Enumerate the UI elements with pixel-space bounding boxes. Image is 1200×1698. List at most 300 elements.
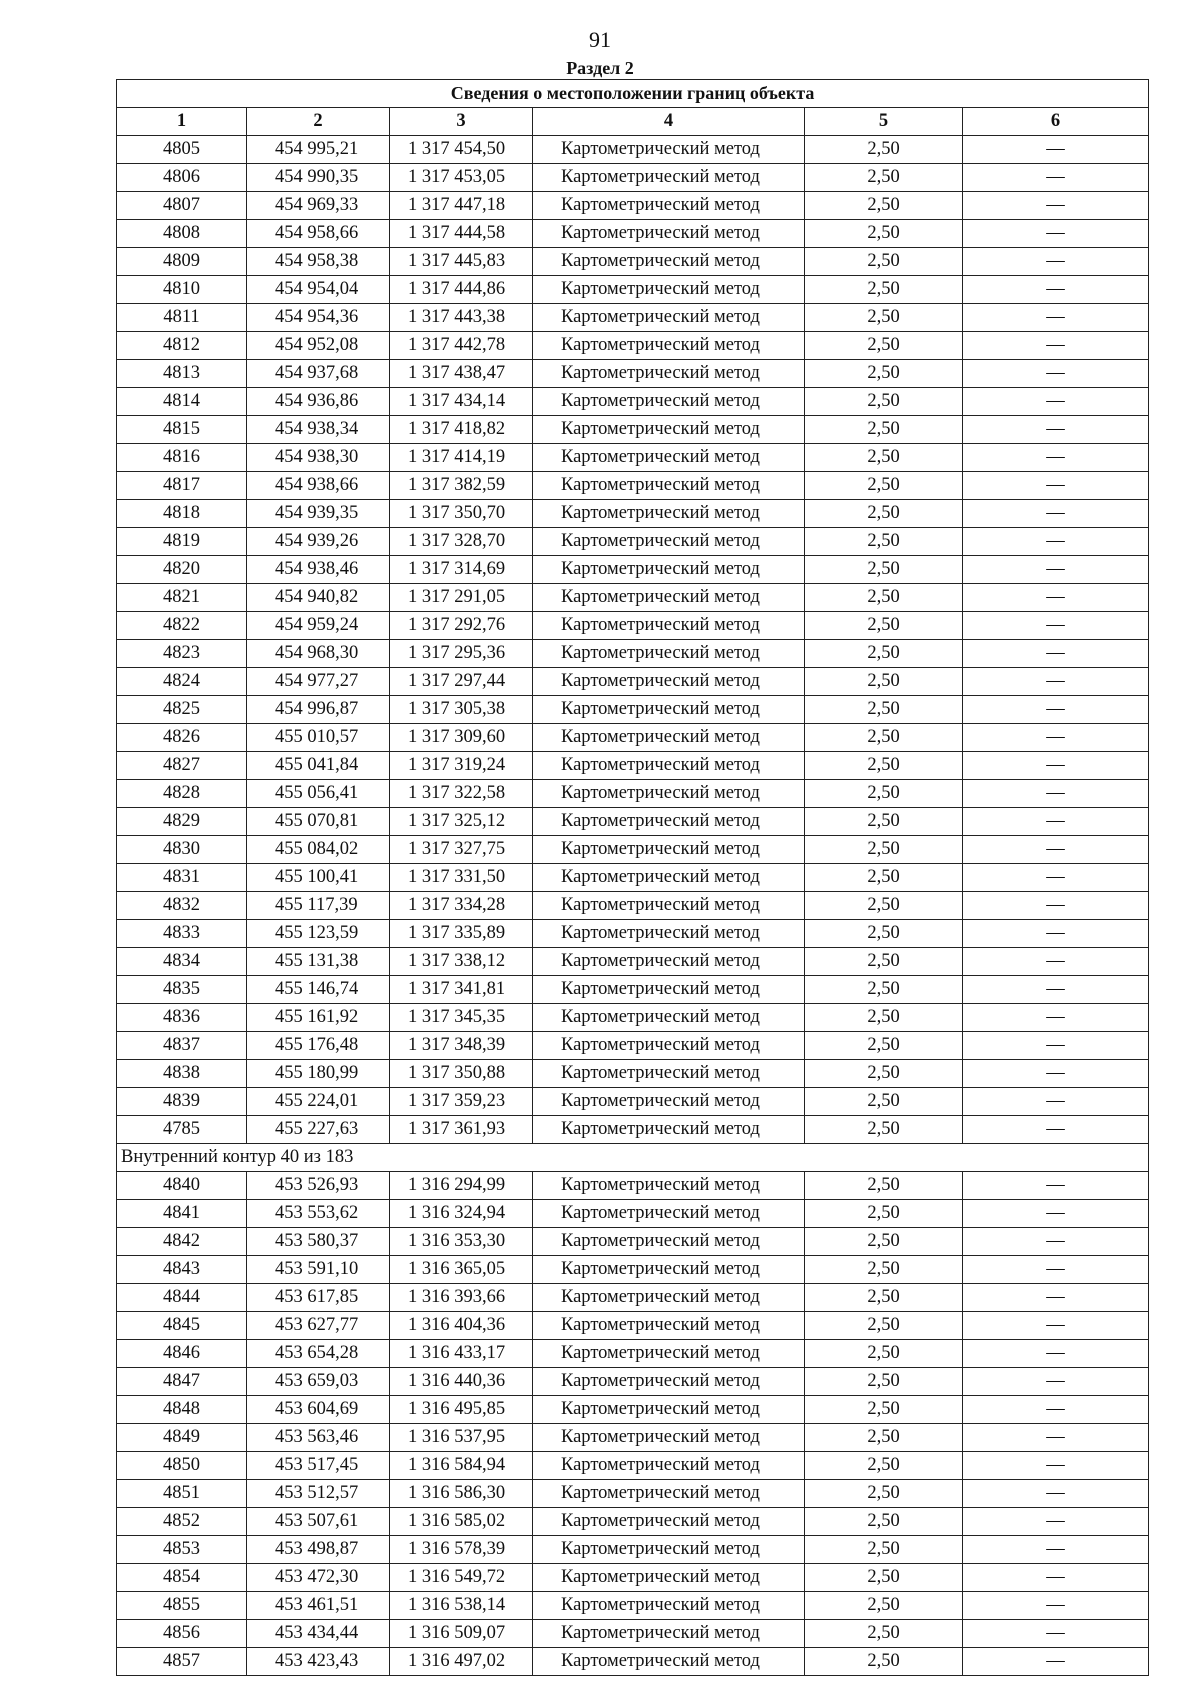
column-header-5: 5 — [805, 108, 963, 136]
table-row — [117, 1088, 1149, 1116]
table-title-row — [117, 80, 1149, 108]
table-row — [117, 192, 1149, 220]
accuracy-cell: 2,50 — [805, 1004, 963, 1032]
x-coordinate-cell: 454 952,08 — [247, 332, 390, 360]
method-cell: Картометрический метод — [533, 696, 805, 724]
description-cell: — — [963, 1592, 1149, 1620]
x-coordinate-cell: 454 977,27 — [247, 668, 390, 696]
description-cell: — — [963, 1396, 1149, 1424]
x-coordinate-cell: 455 146,74 — [247, 976, 390, 1004]
point-number-cell: 4830 — [117, 836, 247, 864]
table-row — [117, 1368, 1149, 1396]
x-coordinate-cell: 453 423,43 — [247, 1648, 390, 1676]
point-number-cell: 4855 — [117, 1592, 247, 1620]
point-number-cell: 4816 — [117, 444, 247, 472]
table-row — [117, 780, 1149, 808]
y-coordinate-cell: 1 317 443,38 — [390, 304, 533, 332]
description-cell: — — [963, 1564, 1149, 1592]
description-cell: — — [963, 808, 1149, 836]
method-cell: Картометрический метод — [533, 304, 805, 332]
point-number-cell: 4824 — [117, 668, 247, 696]
description-cell: — — [963, 1172, 1149, 1200]
point-number-cell: 4806 — [117, 164, 247, 192]
method-cell: Картометрический метод — [533, 164, 805, 192]
x-coordinate-cell: 455 227,63 — [247, 1116, 390, 1144]
accuracy-cell: 2,50 — [805, 1592, 963, 1620]
description-cell: — — [963, 1060, 1149, 1088]
y-coordinate-cell: 1 317 291,05 — [390, 584, 533, 612]
table-row — [117, 948, 1149, 976]
point-number-cell: 4849 — [117, 1424, 247, 1452]
point-number-cell: 4836 — [117, 1004, 247, 1032]
description-cell: — — [963, 500, 1149, 528]
method-cell: Картометрический метод — [533, 1620, 805, 1648]
table-row — [117, 920, 1149, 948]
y-coordinate-cell: 1 317 334,28 — [390, 892, 533, 920]
accuracy-cell: 2,50 — [805, 276, 963, 304]
x-coordinate-cell: 455 161,92 — [247, 1004, 390, 1032]
y-coordinate-cell: 1 316 586,30 — [390, 1480, 533, 1508]
accuracy-cell: 2,50 — [805, 1620, 963, 1648]
point-number-cell: 4815 — [117, 416, 247, 444]
table-row — [117, 388, 1149, 416]
point-number-cell: 4814 — [117, 388, 247, 416]
accuracy-cell: 2,50 — [805, 472, 963, 500]
table-row — [117, 1564, 1149, 1592]
y-coordinate-cell: 1 317 297,44 — [390, 668, 533, 696]
description-cell: — — [963, 1368, 1149, 1396]
method-cell: Картометрический метод — [533, 1480, 805, 1508]
description-cell: — — [963, 668, 1149, 696]
table-row — [117, 1648, 1149, 1676]
column-header-3: 3 — [390, 108, 533, 136]
table-title: Сведения о местоположении границ объекта — [117, 80, 1149, 108]
method-cell: Картометрический метод — [533, 556, 805, 584]
description-cell: — — [963, 1340, 1149, 1368]
method-cell: Картометрический метод — [533, 1648, 805, 1676]
accuracy-cell: 2,50 — [805, 332, 963, 360]
column-header-2: 2 — [247, 108, 390, 136]
table-row — [117, 248, 1149, 276]
point-number-cell: 4853 — [117, 1536, 247, 1564]
method-cell: Картометрический метод — [533, 332, 805, 360]
x-coordinate-cell: 453 507,61 — [247, 1508, 390, 1536]
accuracy-cell: 2,50 — [805, 1284, 963, 1312]
y-coordinate-cell: 1 317 292,76 — [390, 612, 533, 640]
point-number-cell: 4831 — [117, 864, 247, 892]
x-coordinate-cell: 454 958,38 — [247, 248, 390, 276]
point-number-cell: 4819 — [117, 528, 247, 556]
point-number-cell: 4837 — [117, 1032, 247, 1060]
method-cell: Картометрический метод — [533, 612, 805, 640]
x-coordinate-cell: 453 553,62 — [247, 1200, 390, 1228]
y-coordinate-cell: 1 317 434,14 — [390, 388, 533, 416]
accuracy-cell: 2,50 — [805, 192, 963, 220]
description-cell: — — [963, 1200, 1149, 1228]
method-cell: Картометрический метод — [533, 1228, 805, 1256]
x-coordinate-cell: 454 968,30 — [247, 640, 390, 668]
accuracy-cell: 2,50 — [805, 1060, 963, 1088]
y-coordinate-cell: 1 317 453,05 — [390, 164, 533, 192]
accuracy-cell: 2,50 — [805, 1032, 963, 1060]
table-row — [117, 528, 1149, 556]
table-row — [117, 416, 1149, 444]
method-cell: Картометрический метод — [533, 836, 805, 864]
y-coordinate-cell: 1 317 444,86 — [390, 276, 533, 304]
x-coordinate-cell: 453 659,03 — [247, 1368, 390, 1396]
accuracy-cell: 2,50 — [805, 1508, 963, 1536]
x-coordinate-cell: 453 580,37 — [247, 1228, 390, 1256]
table-row — [117, 360, 1149, 388]
y-coordinate-cell: 1 317 414,19 — [390, 444, 533, 472]
x-coordinate-cell: 455 123,59 — [247, 920, 390, 948]
table-row — [117, 1508, 1149, 1536]
point-number-cell: 4829 — [117, 808, 247, 836]
method-cell: Картометрический метод — [533, 1340, 805, 1368]
description-cell: — — [963, 416, 1149, 444]
method-cell: Картометрический метод — [533, 1396, 805, 1424]
description-cell: — — [963, 1228, 1149, 1256]
point-number-cell: 4810 — [117, 276, 247, 304]
x-coordinate-cell: 454 995,21 — [247, 136, 390, 164]
accuracy-cell: 2,50 — [805, 1172, 963, 1200]
y-coordinate-cell: 1 317 438,47 — [390, 360, 533, 388]
y-coordinate-cell: 1 317 350,70 — [390, 500, 533, 528]
y-coordinate-cell: 1 317 314,69 — [390, 556, 533, 584]
description-cell: — — [963, 304, 1149, 332]
point-number-cell: 4818 — [117, 500, 247, 528]
x-coordinate-cell: 455 070,81 — [247, 808, 390, 836]
description-cell: — — [963, 948, 1149, 976]
method-cell: Картометрический метод — [533, 640, 805, 668]
method-cell: Картометрический метод — [533, 976, 805, 1004]
y-coordinate-cell: 1 316 433,17 — [390, 1340, 533, 1368]
table-row — [117, 556, 1149, 584]
x-coordinate-cell: 455 180,99 — [247, 1060, 390, 1088]
table-row — [117, 444, 1149, 472]
table-row — [117, 1452, 1149, 1480]
point-number-cell: 4845 — [117, 1312, 247, 1340]
point-number-cell: 4828 — [117, 780, 247, 808]
description-cell: — — [963, 892, 1149, 920]
accuracy-cell: 2,50 — [805, 780, 963, 808]
x-coordinate-cell: 454 954,36 — [247, 304, 390, 332]
boundary-coordinates-table — [116, 79, 1149, 1676]
x-coordinate-cell: 455 100,41 — [247, 864, 390, 892]
method-cell: Картометрический метод — [533, 388, 805, 416]
y-coordinate-cell: 1 316 578,39 — [390, 1536, 533, 1564]
point-number-cell: 4838 — [117, 1060, 247, 1088]
table-row — [117, 1396, 1149, 1424]
method-cell: Картометрический метод — [533, 1312, 805, 1340]
accuracy-cell: 2,50 — [805, 416, 963, 444]
accuracy-cell: 2,50 — [805, 1116, 963, 1144]
table-row — [117, 1312, 1149, 1340]
y-coordinate-cell: 1 317 454,50 — [390, 136, 533, 164]
x-coordinate-cell: 454 938,66 — [247, 472, 390, 500]
description-cell: — — [963, 1256, 1149, 1284]
column-header-1: 1 — [117, 108, 247, 136]
x-coordinate-cell: 453 512,57 — [247, 1480, 390, 1508]
description-cell: — — [963, 360, 1149, 388]
table-row — [117, 1340, 1149, 1368]
description-cell: — — [963, 332, 1149, 360]
method-cell: Картометрический метод — [533, 1060, 805, 1088]
method-cell: Картометрический метод — [533, 1536, 805, 1564]
y-coordinate-cell: 1 317 309,60 — [390, 724, 533, 752]
table-row — [117, 500, 1149, 528]
table-row — [117, 1032, 1149, 1060]
accuracy-cell: 2,50 — [805, 892, 963, 920]
description-cell: — — [963, 640, 1149, 668]
table-row — [117, 1116, 1149, 1144]
y-coordinate-cell: 1 317 295,36 — [390, 640, 533, 668]
point-number-cell: 4844 — [117, 1284, 247, 1312]
description-cell: — — [963, 1312, 1149, 1340]
accuracy-cell: 2,50 — [805, 1536, 963, 1564]
accuracy-cell: 2,50 — [805, 948, 963, 976]
method-cell: Картометрический метод — [533, 360, 805, 388]
y-coordinate-cell: 1 316 324,94 — [390, 1200, 533, 1228]
method-cell: Картометрический метод — [533, 472, 805, 500]
method-cell: Картометрический метод — [533, 892, 805, 920]
table-row — [117, 276, 1149, 304]
point-number-cell: 4842 — [117, 1228, 247, 1256]
table-row — [117, 1228, 1149, 1256]
method-cell: Картометрический метод — [533, 1284, 805, 1312]
y-coordinate-cell: 1 317 325,12 — [390, 808, 533, 836]
method-cell: Картометрический метод — [533, 1200, 805, 1228]
x-coordinate-cell: 453 627,77 — [247, 1312, 390, 1340]
accuracy-cell: 2,50 — [805, 668, 963, 696]
table-row — [117, 1424, 1149, 1452]
description-cell: — — [963, 276, 1149, 304]
x-coordinate-cell: 454 940,82 — [247, 584, 390, 612]
point-number-cell: 4805 — [117, 136, 247, 164]
description-cell: — — [963, 1116, 1149, 1144]
x-coordinate-cell: 455 131,38 — [247, 948, 390, 976]
y-coordinate-cell: 1 317 444,58 — [390, 220, 533, 248]
accuracy-cell: 2,50 — [805, 360, 963, 388]
x-coordinate-cell: 455 056,41 — [247, 780, 390, 808]
y-coordinate-cell: 1 316 404,36 — [390, 1312, 533, 1340]
y-coordinate-cell: 1 316 440,36 — [390, 1368, 533, 1396]
table-row — [117, 332, 1149, 360]
method-cell: Картометрический метод — [533, 444, 805, 472]
description-cell: — — [963, 388, 1149, 416]
accuracy-cell: 2,50 — [805, 612, 963, 640]
table-row — [117, 864, 1149, 892]
y-coordinate-cell: 1 317 350,88 — [390, 1060, 533, 1088]
method-cell: Картометрический метод — [533, 668, 805, 696]
y-coordinate-cell: 1 316 365,05 — [390, 1256, 533, 1284]
description-cell: — — [963, 1032, 1149, 1060]
point-number-cell: 4809 — [117, 248, 247, 276]
x-coordinate-cell: 455 117,39 — [247, 892, 390, 920]
method-cell: Картометрический метод — [533, 808, 805, 836]
x-coordinate-cell: 453 654,28 — [247, 1340, 390, 1368]
x-coordinate-cell: 455 176,48 — [247, 1032, 390, 1060]
accuracy-cell: 2,50 — [805, 1088, 963, 1116]
table-row — [117, 696, 1149, 724]
accuracy-cell: 2,50 — [805, 836, 963, 864]
page-number: 91 — [589, 27, 611, 52]
table-row — [117, 220, 1149, 248]
y-coordinate-cell: 1 317 345,35 — [390, 1004, 533, 1032]
description-cell: — — [963, 248, 1149, 276]
point-number-cell: 4832 — [117, 892, 247, 920]
table-row — [117, 1536, 1149, 1564]
table-row — [117, 976, 1149, 1004]
point-number-cell: 4835 — [117, 976, 247, 1004]
accuracy-cell: 2,50 — [805, 136, 963, 164]
accuracy-cell: 2,50 — [805, 1648, 963, 1676]
description-cell: — — [963, 1004, 1149, 1032]
y-coordinate-cell: 1 317 382,59 — [390, 472, 533, 500]
point-number-cell: 4812 — [117, 332, 247, 360]
table-row — [117, 724, 1149, 752]
table-row — [117, 1004, 1149, 1032]
x-coordinate-cell: 454 938,46 — [247, 556, 390, 584]
y-coordinate-cell: 1 317 418,82 — [390, 416, 533, 444]
y-coordinate-cell: 1 317 348,39 — [390, 1032, 533, 1060]
y-coordinate-cell: 1 317 327,75 — [390, 836, 533, 864]
method-cell: Картометрический метод — [533, 528, 805, 556]
x-coordinate-cell: 455 010,57 — [247, 724, 390, 752]
accuracy-cell: 2,50 — [805, 920, 963, 948]
accuracy-cell: 2,50 — [805, 724, 963, 752]
method-cell: Картометрический метод — [533, 920, 805, 948]
point-number-cell: 4822 — [117, 612, 247, 640]
y-coordinate-cell: 1 317 328,70 — [390, 528, 533, 556]
x-coordinate-cell: 453 563,46 — [247, 1424, 390, 1452]
y-coordinate-cell: 1 316 509,07 — [390, 1620, 533, 1648]
accuracy-cell: 2,50 — [805, 556, 963, 584]
point-number-cell: 4850 — [117, 1452, 247, 1480]
y-coordinate-cell: 1 317 331,50 — [390, 864, 533, 892]
point-number-cell: 4841 — [117, 1200, 247, 1228]
table-row — [117, 1060, 1149, 1088]
description-cell: — — [963, 584, 1149, 612]
point-number-cell: 4843 — [117, 1256, 247, 1284]
description-cell: — — [963, 1480, 1149, 1508]
x-coordinate-cell: 453 617,85 — [247, 1284, 390, 1312]
point-number-cell: 4839 — [117, 1088, 247, 1116]
x-coordinate-cell: 455 041,84 — [247, 752, 390, 780]
accuracy-cell: 2,50 — [805, 1200, 963, 1228]
method-cell: Картометрический метод — [533, 584, 805, 612]
accuracy-cell: 2,50 — [805, 1396, 963, 1424]
description-cell: — — [963, 556, 1149, 584]
method-cell: Картометрический метод — [533, 1172, 805, 1200]
table-row — [117, 808, 1149, 836]
method-cell: Картометрический метод — [533, 220, 805, 248]
method-cell: Картометрический метод — [533, 416, 805, 444]
method-cell: Картометрический метод — [533, 136, 805, 164]
y-coordinate-cell: 1 316 538,14 — [390, 1592, 533, 1620]
accuracy-cell: 2,50 — [805, 752, 963, 780]
description-cell: — — [963, 1284, 1149, 1312]
method-cell: Картометрический метод — [533, 864, 805, 892]
point-number-cell: 4857 — [117, 1648, 247, 1676]
x-coordinate-cell: 453 604,69 — [247, 1396, 390, 1424]
accuracy-cell: 2,50 — [805, 976, 963, 1004]
description-cell: — — [963, 472, 1149, 500]
point-number-cell: 4854 — [117, 1564, 247, 1592]
x-coordinate-cell: 454 936,86 — [247, 388, 390, 416]
accuracy-cell: 2,50 — [805, 584, 963, 612]
x-coordinate-cell: 454 939,26 — [247, 528, 390, 556]
x-coordinate-cell: 454 939,35 — [247, 500, 390, 528]
method-cell: Картометрический метод — [533, 1452, 805, 1480]
accuracy-cell: 2,50 — [805, 1424, 963, 1452]
point-number-cell: 4840 — [117, 1172, 247, 1200]
method-cell: Картометрический метод — [533, 1088, 805, 1116]
y-coordinate-cell: 1 316 353,30 — [390, 1228, 533, 1256]
method-cell: Картометрический метод — [533, 724, 805, 752]
table-row — [117, 136, 1149, 164]
y-coordinate-cell: 1 317 442,78 — [390, 332, 533, 360]
y-coordinate-cell: 1 316 393,66 — [390, 1284, 533, 1312]
accuracy-cell: 2,50 — [805, 1480, 963, 1508]
description-cell: — — [963, 220, 1149, 248]
table-row — [117, 836, 1149, 864]
description-cell: — — [963, 1088, 1149, 1116]
y-coordinate-cell: 1 317 341,81 — [390, 976, 533, 1004]
table-row — [117, 752, 1149, 780]
description-cell: — — [963, 612, 1149, 640]
description-cell: — — [963, 1648, 1149, 1676]
y-coordinate-cell: 1 317 322,58 — [390, 780, 533, 808]
x-coordinate-cell: 453 434,44 — [247, 1620, 390, 1648]
description-cell: — — [963, 752, 1149, 780]
point-number-cell: 4852 — [117, 1508, 247, 1536]
point-number-cell: 4827 — [117, 752, 247, 780]
table-body — [117, 136, 1149, 1676]
description-cell: — — [963, 1536, 1149, 1564]
x-coordinate-cell: 454 969,33 — [247, 192, 390, 220]
point-number-cell: 4785 — [117, 1116, 247, 1144]
y-coordinate-cell: 1 316 537,95 — [390, 1424, 533, 1452]
table-row — [117, 304, 1149, 332]
method-cell: Картометрический метод — [533, 1592, 805, 1620]
point-number-cell: 4813 — [117, 360, 247, 388]
y-coordinate-cell: 1 317 361,93 — [390, 1116, 533, 1144]
point-number-cell: 4811 — [117, 304, 247, 332]
method-cell: Картометрический метод — [533, 1508, 805, 1536]
y-coordinate-cell: 1 317 335,89 — [390, 920, 533, 948]
point-number-cell: 4856 — [117, 1620, 247, 1648]
y-coordinate-cell: 1 316 585,02 — [390, 1508, 533, 1536]
accuracy-cell: 2,50 — [805, 248, 963, 276]
description-cell: — — [963, 444, 1149, 472]
accuracy-cell: 2,50 — [805, 500, 963, 528]
table-row — [117, 1620, 1149, 1648]
point-number-cell: 4847 — [117, 1368, 247, 1396]
description-cell: — — [963, 1424, 1149, 1452]
accuracy-cell: 2,50 — [805, 388, 963, 416]
column-header-6: 6 — [963, 108, 1149, 136]
accuracy-cell: 2,50 — [805, 1564, 963, 1592]
y-coordinate-cell: 1 317 338,12 — [390, 948, 533, 976]
x-coordinate-cell: 455 224,01 — [247, 1088, 390, 1116]
point-number-cell: 4823 — [117, 640, 247, 668]
x-coordinate-cell: 454 954,04 — [247, 276, 390, 304]
y-coordinate-cell: 1 317 305,38 — [390, 696, 533, 724]
table-row — [117, 640, 1149, 668]
point-number-cell: 4833 — [117, 920, 247, 948]
point-number-cell: 4821 — [117, 584, 247, 612]
